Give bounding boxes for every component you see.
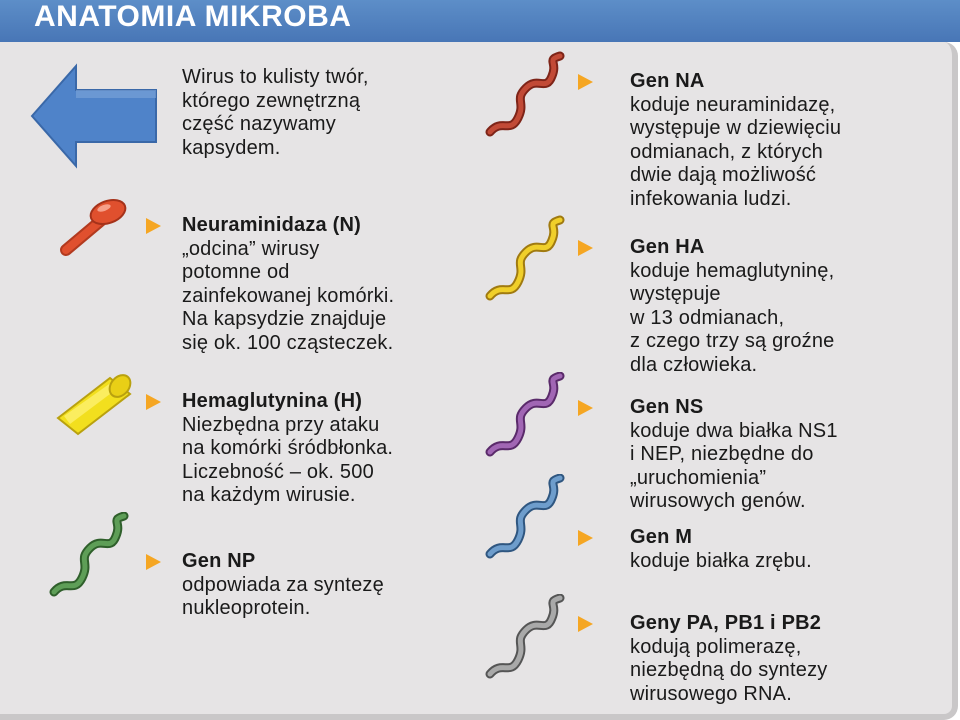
gene-ha-block <box>630 236 835 377</box>
gene-np-title: Gen NP <box>182 550 256 572</box>
bullet-icon <box>146 394 161 410</box>
gene-pa-block <box>630 612 827 706</box>
header-bar <box>0 0 960 42</box>
gene-ha-helix-icon <box>484 214 574 302</box>
gene-m-title: Gen M <box>630 526 693 548</box>
bullet-icon <box>578 616 593 632</box>
gene-np-block <box>182 550 384 621</box>
gene-ha-title: Gen HA <box>630 236 705 258</box>
gene-na-title: Gen NA <box>630 70 705 92</box>
intro-text: Wirus to kulisty twór, którego zewnętrzną część nazywamy kapsydem. <box>182 66 369 159</box>
neuraminidase-title: Neuraminidaza (N) <box>182 214 361 236</box>
gene-m-text: koduje białka zrębu. <box>630 549 812 572</box>
gene-ns-block <box>630 396 838 514</box>
gene-ha-text: koduje hemaglutyninę, występuje w 13 odmianach, z czego trzy są groźne dla człowieka. <box>630 259 835 376</box>
gene-pa-text: kodują polimerazę, niezbędną do syntezy wirusowego RNA. <box>630 635 828 705</box>
hemagglutinin-text: Niezbędna przy ataku na komórki śródbłonka. Liczebność – ok. 500 na każdym wirusie. <box>182 413 394 506</box>
gene-na-block <box>630 70 841 211</box>
gene-na-helix-icon <box>484 50 574 138</box>
hemagglutinin-spike-icon <box>52 372 136 438</box>
page-title: ANATOMIA MIKROBA <box>34 0 352 33</box>
bullet-icon <box>578 240 593 256</box>
neuraminidase-block <box>182 214 394 355</box>
gene-np-helix-icon <box>48 512 138 598</box>
bullet-icon <box>146 218 161 234</box>
gene-ns-helix-icon <box>484 372 574 458</box>
neuraminidase-text: „odcina” wirusy potomne od zainfekowanej komórki. Na kapsydzie znajduje się ok. 100 cząsteczek. <box>182 237 395 354</box>
gene-m-block <box>630 526 812 573</box>
bullet-icon <box>146 554 161 570</box>
bullet-icon <box>578 530 593 546</box>
gene-na-text: koduje neuraminidazę, występuje w dziewięciu odmianach, z których dwie dają możliwość infekowania ludzi. <box>630 93 842 210</box>
gene-np-text: odpowiada za syntezę nukleoprotein. <box>182 573 384 619</box>
hemagglutinin-title: Hemaglutynina (H) <box>182 390 363 412</box>
gene-m-helix-icon <box>484 474 574 560</box>
back-arrow-icon <box>28 62 164 170</box>
gene-pa-title: Geny PA, PB1 i PB2 <box>630 612 822 634</box>
gene-pa-helix-icon <box>484 594 574 680</box>
bullet-icon <box>578 74 593 90</box>
bullet-icon <box>578 400 593 416</box>
hemagglutinin-block <box>182 390 393 508</box>
gene-ns-text: koduje dwa białka NS1 i NEP, niezbędne do „uruchomienia” wirusowych genów. <box>630 419 838 512</box>
neuraminidase-spike-icon <box>58 196 132 258</box>
gene-ns-title: Gen NS <box>630 396 704 418</box>
